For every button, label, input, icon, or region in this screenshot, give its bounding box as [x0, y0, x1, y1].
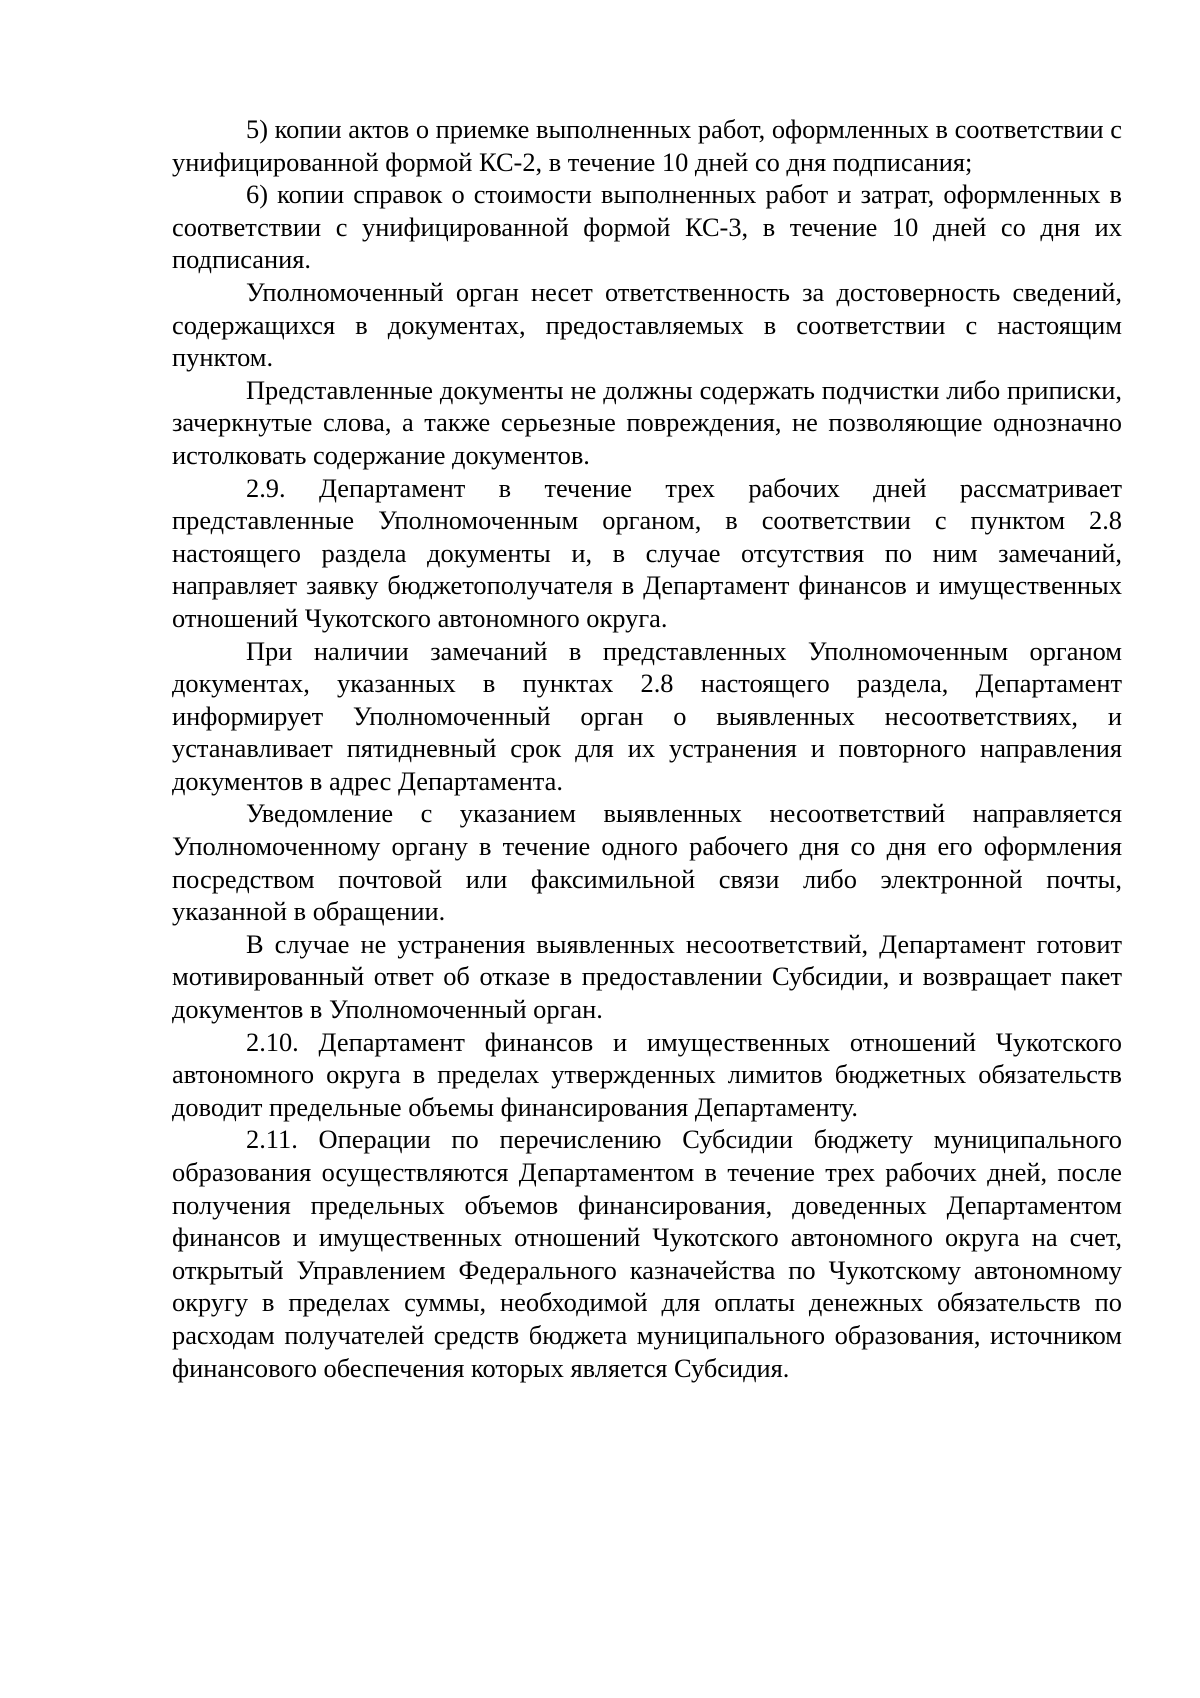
paragraph-section-2-9: 2.9. Департамент в течение трех рабочих дней рассматривает представленные Уполномоченным органом, в соответствии с пунктом 2.8 настоящего раздела документы и, в случае отсутствия по ним замечаний, направляет заявку бюджетополучателя в Департамент финансов и имущественных отношений Чукотского автономного округа. [172, 472, 1122, 633]
document-page [172, 113, 1122, 1384]
paragraph-section-2-11: 2.11. Операции по перечислению Субсидии бюджету муниципального образования осуществляются Департаментом в течение трех рабочих дней, после получения предельных объемов финансирования, доведенных Департаментом финансов и имущественных отношений Чукотского автономного округа на счет, открытый Управлением Федерального казначейства по Чукотскому автономному округу в пределах суммы, необходимой для оплаты денежных обязательств по расходам получателей средств бюджета муниципального образования, источником финансового обеспечения которых является Субсидия. [172, 1124, 1122, 1383]
paragraph-item-5-ks2: 5) копии актов о приемке выполненных работ, оформленных в соответствии с унифицированной формой КС-2, в течение 10 дней со дня подписания; [172, 114, 1122, 177]
paragraph-refusal: В случае не устранения выявленных несоответствий, Департамент готовит мотивированный ответ об отказе в предоставлении Субсидии, и возвращает пакет документов в Уполномоченный орган. [172, 928, 1122, 1025]
paragraph-item-6-ks3: 6) копии справок о стоимости выполненных работ и затрат, оформленных в соответствии с унифицированной формой КС-3, в течение 10 дней со дня их подписания. [172, 179, 1122, 275]
paragraph-document-requirements: Представленные документы не должны содержать подчистки либо приписки, зачеркнутые слова, а также серьезные повреждения, не позволяющие однозначно истолковать содержание документов. [172, 374, 1122, 470]
paragraph-section-2-10: 2.10. Департамент финансов и имущественных отношений Чукотского автономного округа в пределах утвержденных лимитов бюджетных обязательств доводит предельные объемы финансирования Департаменту. [172, 1026, 1122, 1122]
paragraph-notification: Уведомление с указанием выявленных несоответствий направляется Уполномоченному органу в течение одного рабочего дня со дня его оформления посредством почтовой или факсимильной связи либо электронной почты, указанной в обращении. [172, 798, 1122, 927]
paragraph-responsibility: Уполномоченный орган несет ответственность за достоверность сведений, содержащихся в документах, предоставляемых в соответствии с настоящим пунктом. [172, 276, 1122, 373]
paragraph-remarks: При наличии замечаний в представленных Уполномоченным органом документах, указанных в пунктах 2.8 настоящего раздела, Департамент информирует Уполномоченный орган о выявленных несоответствиях, и устанавливает пятидневный срок для их устранения и повторного направления документов в адрес Департамента. [172, 635, 1122, 796]
